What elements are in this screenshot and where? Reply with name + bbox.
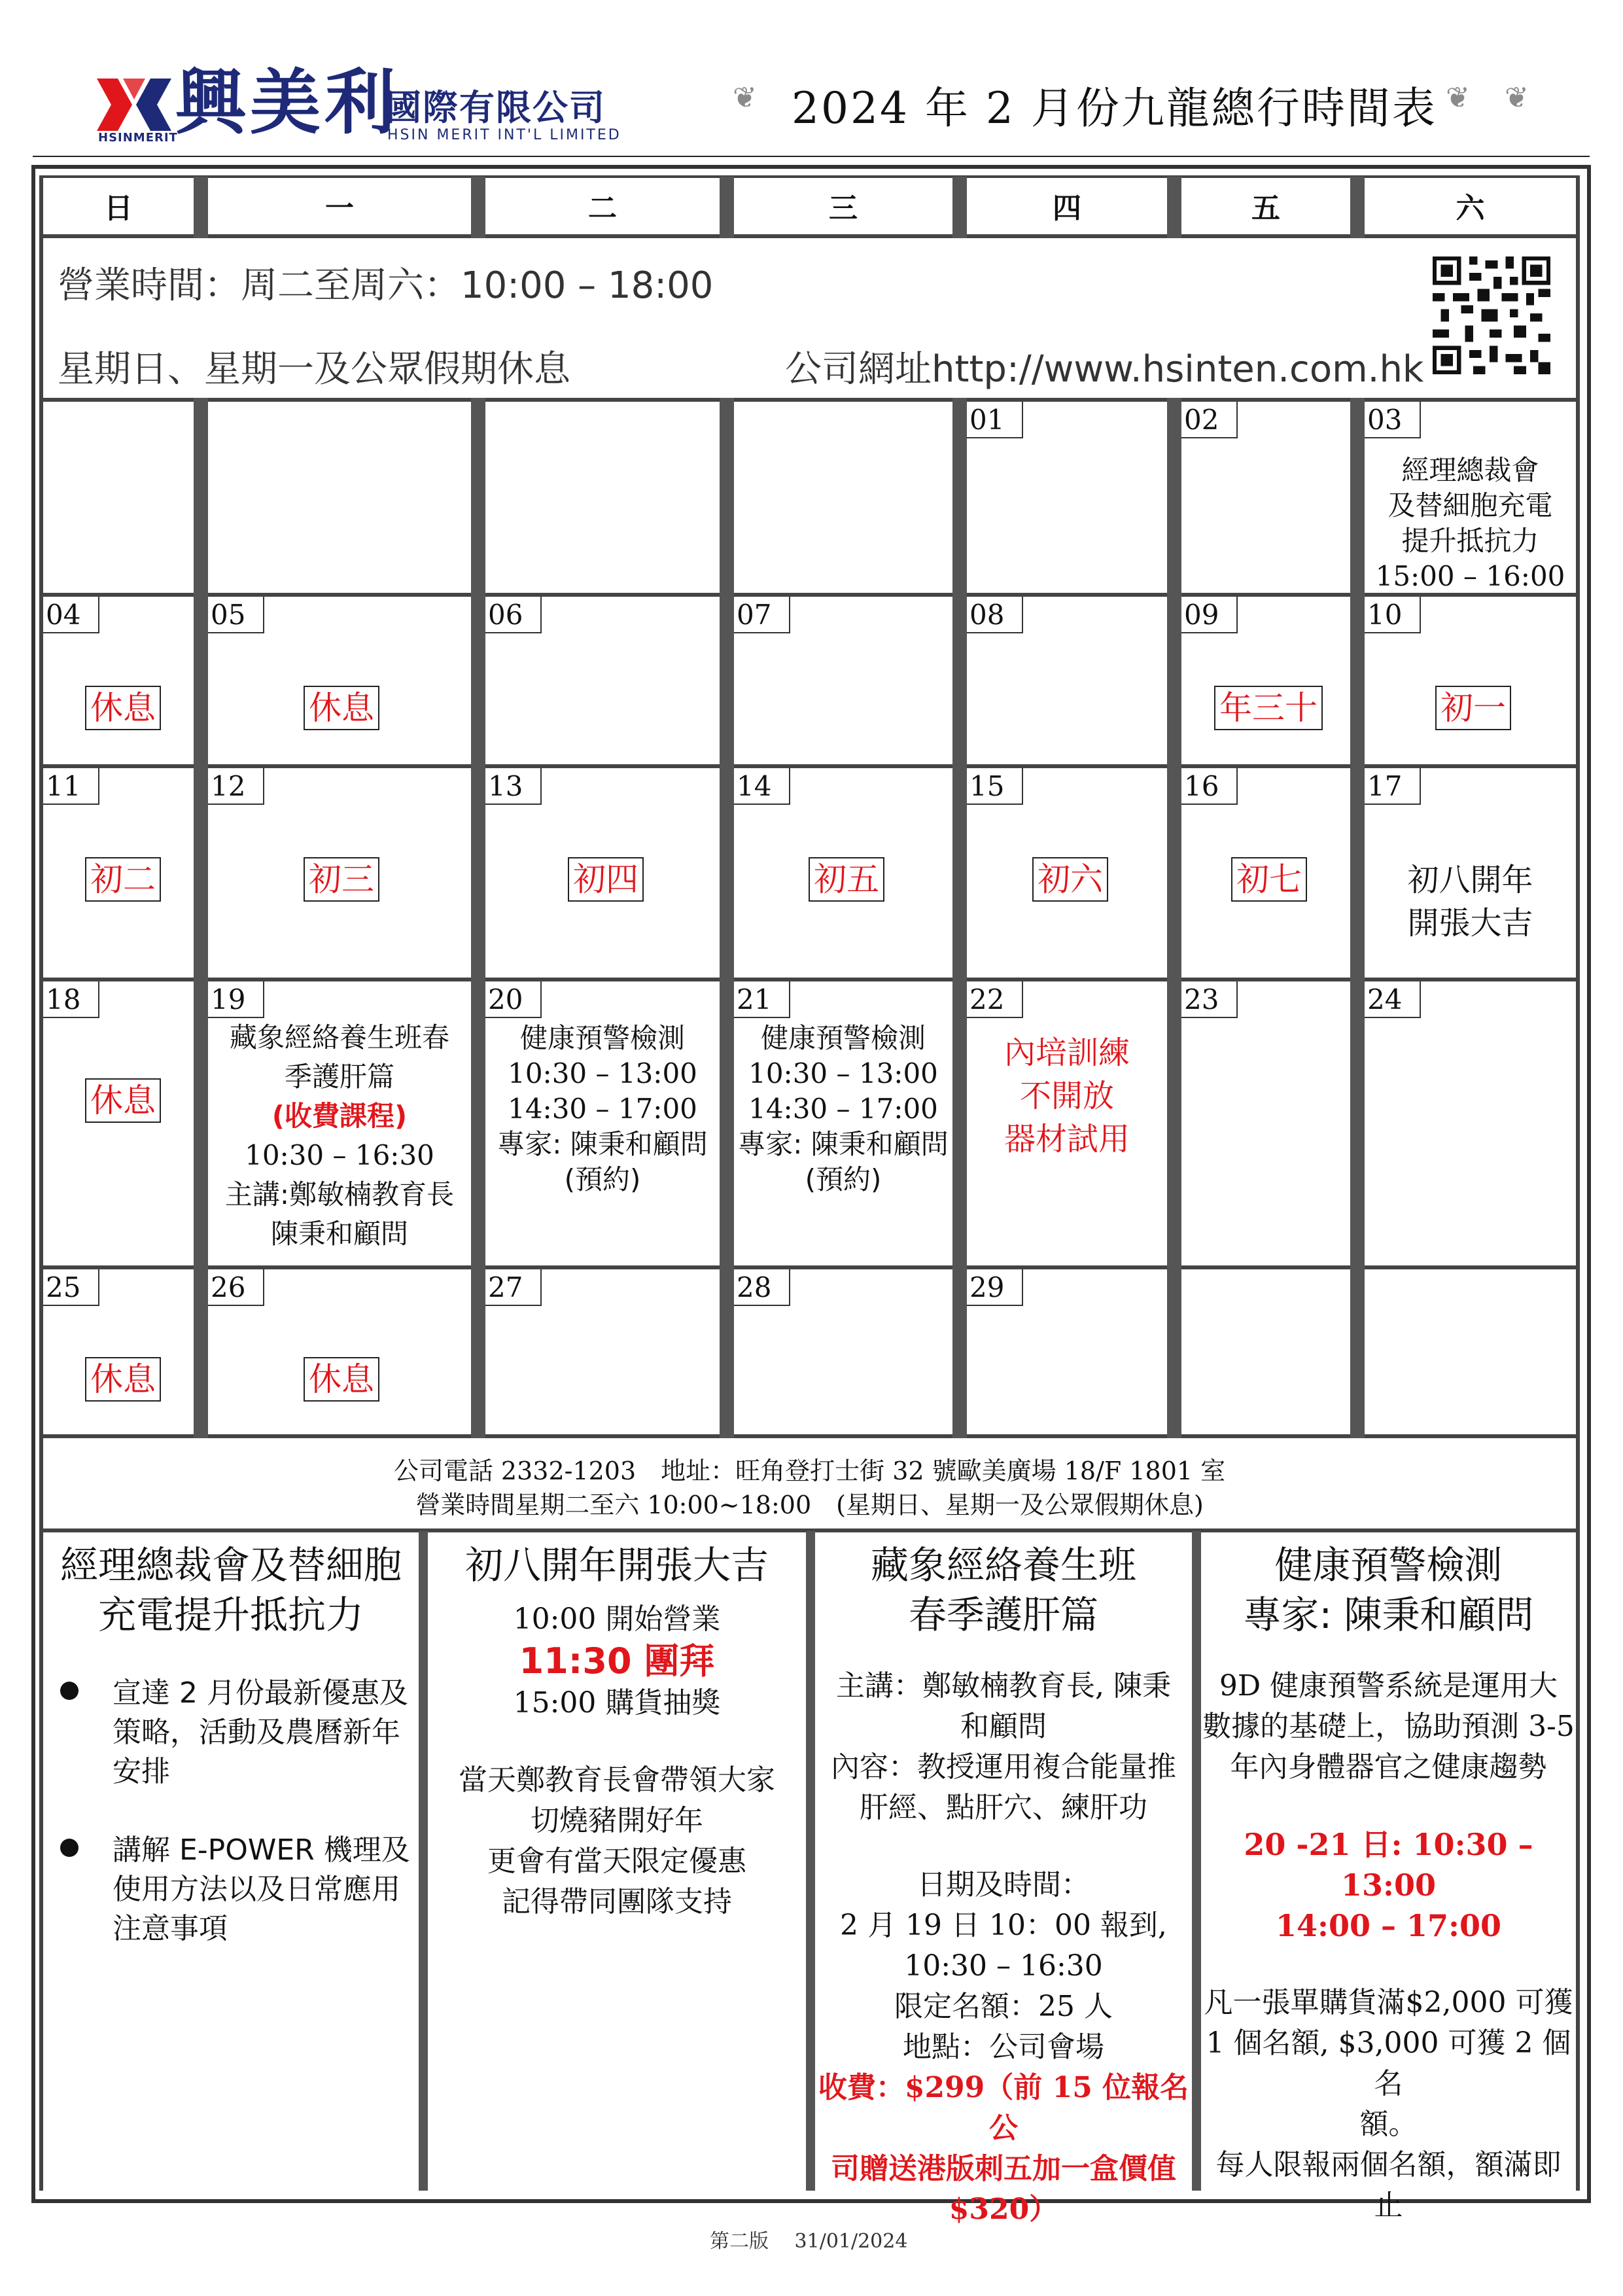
closed-days: 星期日、星期一及公眾假期休息 <box>58 348 570 391</box>
version-stamp: 第二版 31/01/2024 <box>710 2230 908 2253</box>
column-title: 專家: 陳秉和顧問 <box>1243 1593 1534 1637</box>
weekday-tue: 二 <box>588 192 617 225</box>
brand-name-cn: 興美利 <box>175 62 400 144</box>
holiday-label: 初七 <box>1231 857 1307 902</box>
grid-line <box>1192 1531 1201 2191</box>
event-line: 健康預警檢測 <box>519 1022 685 1054</box>
day-number: 29 <box>967 1269 1023 1306</box>
event-line: 經理總裁會 <box>1401 454 1539 486</box>
header-divider <box>33 156 1590 157</box>
day-cell <box>734 981 952 1265</box>
day-cell <box>734 768 952 978</box>
grid-line <box>471 398 485 1438</box>
holiday-label: 初四 <box>568 857 644 902</box>
event-line: 陳秉和顧問 <box>270 1218 408 1250</box>
holiday-label: 初三 <box>304 857 379 902</box>
event-line: (收費課程) <box>271 1100 408 1132</box>
contact-line: 公司電話 2332-1203 地址：旺角登打士街 32 號歐美廣場 18/F 1801 室 <box>393 1457 1226 1485</box>
detail-line: 每人限報兩個名額，額滿即 <box>1215 2148 1562 2181</box>
detail-line: 10:30 – 16:30 <box>904 1949 1103 1983</box>
detail-line: 14:00 – 17:00 <box>1275 1908 1502 1943</box>
company-contact <box>39 1454 1580 1522</box>
day-cell <box>208 768 471 978</box>
event-detail-health-check <box>1201 1540 1576 2226</box>
day-number: 27 <box>485 1269 542 1306</box>
detail-line: 15:00 購貨抽獎 <box>513 1686 721 1720</box>
bullet-line: 注意事項 <box>113 1912 228 1945</box>
day-number: 19 <box>208 981 264 1018</box>
detail-line: 11:30 團拜 <box>519 1640 715 1682</box>
day-number: 04 <box>43 597 99 633</box>
detail-line: 切燒豬開好年 <box>531 1804 703 1837</box>
holiday-label: 休息 <box>85 1357 161 1402</box>
holiday-label: 年三十 <box>1214 686 1323 730</box>
day-cell <box>967 768 1167 978</box>
day-cell <box>734 597 952 764</box>
detail-line: 司贈送港版刺五加一盒價值 <box>831 2152 1176 2185</box>
brand-subtitle-en: HSIN MERIT INT'L LIMITED <box>387 127 621 143</box>
event-detail-liver-class <box>815 1540 1192 2230</box>
detail-line: 10:00 開始營業 <box>513 1602 721 1636</box>
grid-line <box>39 234 1580 238</box>
day-number: 08 <box>967 597 1023 633</box>
day-number: 26 <box>208 1269 264 1306</box>
day-cell <box>485 597 720 764</box>
grid-line <box>194 398 208 1438</box>
day-number: 10 <box>1365 597 1421 633</box>
detail-line: 收費：$299（前 15 位報名公 <box>818 2071 1189 2145</box>
column-title: 經理總裁會及替細胞 <box>60 1543 402 1587</box>
grid-line <box>419 1531 428 2191</box>
detail-line: 凡一張單購貨滿$2,000 可獲 <box>1204 1986 1573 2019</box>
weekday-thu: 四 <box>1053 192 1081 225</box>
event-line: 專家: 陳秉和顧問 <box>738 1128 949 1160</box>
event-line: 10:30 – 16:30 <box>245 1139 434 1171</box>
event-line: 初八開年 <box>1407 862 1533 898</box>
day-cell <box>208 597 471 764</box>
event-line: 不開放 <box>1019 1078 1114 1114</box>
day-number: 16 <box>1181 768 1238 805</box>
day-number: 01 <box>967 402 1023 438</box>
bullet-line: 講解 E-POWER 機理及 <box>113 1833 410 1867</box>
holiday-label: 初二 <box>85 857 161 902</box>
event-line: 10:30 – 13:00 <box>748 1057 938 1089</box>
grid-line <box>952 398 967 1438</box>
holiday-label: 初五 <box>809 857 884 902</box>
day-cell <box>967 981 1167 1265</box>
grid-line <box>1576 234 1580 2191</box>
day-number: 23 <box>1181 981 1238 1018</box>
contact-line: 營業時間星期二至六 10:00~18:00 (星期日、星期一及公眾假期休息) <box>415 1491 1204 1519</box>
grid-line <box>952 177 967 238</box>
grid-line <box>194 177 208 238</box>
column-title: 充電提升抵抗力 <box>97 1593 364 1637</box>
detail-line: 額。 <box>1359 2108 1418 2141</box>
brand-subtitle-cn: 國際有限公司 <box>386 87 606 128</box>
detail-line: 更會有當天限定優惠 <box>487 1845 746 1878</box>
grid-line <box>1350 398 1365 1438</box>
weekday-sat: 六 <box>1456 192 1485 225</box>
day-cell <box>967 402 1167 593</box>
day-cell <box>485 1269 720 1434</box>
detail-line: 肝經、點肝穴、練肝功 <box>860 1791 1147 1824</box>
bullet-line: 策略，活動及農曆新年 <box>113 1716 400 1749</box>
column-title: 健康預警檢測 <box>1274 1543 1503 1587</box>
detail-line: 日期及時間： <box>917 1868 1090 1901</box>
detail-line: 地點：公司會場 <box>903 2030 1104 2064</box>
day-number: 05 <box>208 597 264 633</box>
day-number: 09 <box>1181 597 1238 633</box>
detail-line: 內容：教授運用複合能量推 <box>831 1750 1176 1784</box>
day-cell <box>967 597 1167 764</box>
grid-line <box>1350 177 1365 238</box>
event-line: 季護肝篇 <box>284 1061 394 1093</box>
hsinmerit-logo-icon <box>92 72 177 137</box>
day-number: 22 <box>967 981 1023 1018</box>
event-line: (預約) <box>805 1163 882 1195</box>
day-number: 07 <box>734 597 790 633</box>
ornament-icon: ❦ <box>1505 81 1529 115</box>
event-line: 14:30 – 17:00 <box>748 1093 938 1125</box>
holiday-label: 休息 <box>304 1357 379 1402</box>
bullet-item <box>113 1674 413 1792</box>
bullet-line: 宣達 2 月份最新優惠及 <box>113 1676 408 1710</box>
day-cell <box>1365 597 1576 764</box>
ornament-icon: ❦ <box>1446 81 1470 115</box>
detail-line: 記得帶同團隊支持 <box>502 1885 732 1918</box>
grid-line <box>1167 398 1181 1438</box>
detail-line: 限定名額：25 人 <box>894 1990 1113 2023</box>
event-line: 藏象經絡養生班春 <box>229 1021 449 1053</box>
weekday-mon: 一 <box>325 192 354 225</box>
grid-line <box>720 398 734 1438</box>
website-link[interactable]: 公司網址http://www.hsinten.com.hk <box>785 348 1424 391</box>
page-title: 2024 年 2 月份九龍總行時間表 <box>792 83 1437 133</box>
event-line: 提升抵抗力 <box>1401 525 1539 557</box>
day-number: 24 <box>1365 981 1421 1018</box>
event-line: 健康預警檢測 <box>760 1022 926 1054</box>
day-cell <box>43 1269 194 1434</box>
day-cell <box>734 1269 952 1434</box>
detail-line: $320） <box>949 2193 1058 2226</box>
holiday-label: 初六 <box>1032 857 1108 902</box>
day-number: 28 <box>734 1269 790 1306</box>
grid-line <box>806 1531 815 2191</box>
grid-line <box>471 177 485 238</box>
event-line: (預約) <box>564 1163 641 1195</box>
holiday-label: 休息 <box>85 1078 161 1123</box>
day-cell <box>43 981 194 1265</box>
holiday-label: 休息 <box>85 686 161 730</box>
event-line: 主講:鄭敏楠教育長 <box>224 1178 455 1210</box>
detail-line: 年內身體器官之健康趨勢 <box>1230 1750 1547 1784</box>
day-cell <box>1365 768 1576 978</box>
day-cell <box>43 768 194 978</box>
event-line: 開張大吉 <box>1407 905 1533 942</box>
day-cell <box>967 1269 1167 1434</box>
detail-line: 主講：鄭敏楠教育長, 陳秉 <box>836 1669 1171 1703</box>
grid-line <box>39 1434 1580 1438</box>
weekday-fri: 五 <box>1251 192 1280 225</box>
weekday-wed: 三 <box>829 192 858 225</box>
holiday-label: 初一 <box>1435 686 1511 730</box>
detail-line: 數據的基礎上，協助預測 3-5 <box>1202 1710 1575 1743</box>
event-line: 及替細胞充電 <box>1387 489 1553 521</box>
day-number: 17 <box>1365 768 1421 805</box>
day-number: 06 <box>485 597 542 633</box>
day-cell <box>208 1269 471 1434</box>
day-cell <box>485 768 720 978</box>
event-detail-manager-meeting <box>43 1540 419 1640</box>
event-line: 器材試用 <box>1003 1121 1130 1157</box>
day-cell <box>1181 981 1350 1265</box>
day-number: 13 <box>485 768 542 805</box>
day-number: 03 <box>1365 402 1421 438</box>
detail-line: 和顧問 <box>960 1710 1047 1743</box>
event-line: 10:30 – 13:00 <box>508 1057 697 1089</box>
day-cell <box>485 981 720 1265</box>
grid-line <box>1167 177 1181 238</box>
day-number: 15 <box>967 768 1023 805</box>
column-title: 初八開年開張大吉 <box>464 1543 769 1587</box>
day-number: 11 <box>43 768 99 805</box>
day-number: 21 <box>734 981 790 1018</box>
day-number: 02 <box>1181 402 1238 438</box>
detail-line: 9D 健康預警系統是運用大 <box>1219 1669 1558 1703</box>
grid-line <box>720 177 734 238</box>
day-number: 12 <box>208 768 264 805</box>
day-cell <box>1181 402 1350 593</box>
bullet-icon <box>60 1839 79 1857</box>
grid-line <box>1576 175 1580 238</box>
detail-line: 1 個名額, $3,000 可獲 2 個名 <box>1206 2026 1571 2100</box>
bullet-icon <box>60 1682 79 1700</box>
bullet-line: 使用方法以及日常應用 <box>113 1873 400 1906</box>
bullet-item <box>113 1831 413 1949</box>
day-number: 14 <box>734 768 790 805</box>
day-cell <box>208 981 471 1265</box>
detail-line: 2 月 19 日 10：00 報到, <box>840 1909 1167 1942</box>
day-cell <box>43 597 194 764</box>
day-cell <box>1365 402 1576 593</box>
day-number: 18 <box>43 981 99 1018</box>
event-line: 14:30 – 17:00 <box>508 1093 697 1125</box>
qr-code-icon[interactable] <box>1433 256 1550 374</box>
event-line: 內培訓練 <box>1003 1034 1130 1071</box>
business-hours: 營業時間：周二至周六：10:00 – 18:00 <box>58 264 714 307</box>
detail-line: 止 <box>1374 2189 1403 2222</box>
ornament-icon: ❦ <box>733 81 757 115</box>
holiday-label: 休息 <box>304 686 379 730</box>
day-number: 20 <box>485 981 542 1018</box>
day-cell <box>1181 597 1350 764</box>
column-title: 春季護肝篇 <box>908 1593 1098 1637</box>
column-title: 藏象經絡養生班 <box>870 1543 1136 1587</box>
detail-line: 20 -21 日: 10:30 – 13:00 <box>1244 1827 1533 1903</box>
logo-caption: HSINMERIT <box>98 131 178 145</box>
day-number: 25 <box>43 1269 99 1306</box>
event-detail-opening <box>428 1540 806 1922</box>
day-cell <box>1365 981 1576 1265</box>
detail-line: 當天鄭教育長會帶領大家 <box>459 1763 775 1797</box>
weekday-sun: 日 <box>104 192 133 225</box>
bullet-line: 安排 <box>113 1755 170 1788</box>
event-line: 專家: 陳秉和顧問 <box>497 1128 708 1160</box>
event-line: 15:00 – 16:00 <box>1375 560 1565 592</box>
day-cell <box>1181 768 1350 978</box>
